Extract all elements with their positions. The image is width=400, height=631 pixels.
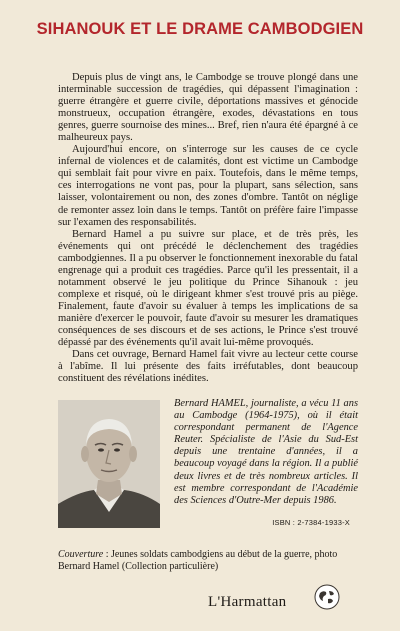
publisher-name: L'Harmattan [208,594,287,610]
author-bio-text: , journaliste, a vécu 11 ans au Cambodge (1964-1975), où il était correspondant permanent de l'Agence Reuter. Spécialiste de l'Asie du Sud-Est depuis une trentaine d'années, il a beaucoup voyagé dans la région. Il a publié deux livres et de très nombreux articles. Il est membre correspondant de l'Académie des Sciences d'Outre-Mer depuis 1986. [174,398,358,506]
blurb-paragraph-2: Aujourd'hui encore, on s'interroge sur les causes de ce cycle infernal de violences et de calamités, dont est victime un Cambodge qui semblait fait pour vivre en paix. Toutefois, dans le même temps, ces interrogations ne vont pas, pour la plupart, sans sélection, sans laisser, volontairement ou non, des zones d'ombre. Tantôt on néglige de remonter assez loin dans le temps. Tantôt on préfère faire l'impasse sur l'examen des responsabilités. [58,144,358,228]
cover-credit-text: : Jeunes soldats cambodgiens au début de la guerre, photo Bernard Hamel (Collection particulière) [58,549,338,572]
author-section [58,398,358,530]
globe-icon [314,584,340,610]
cover-credit [58,549,358,573]
blurb-paragraph-4: Dans cet ouvrage, Bernard Hamel fait vivre au lecteur cette course à l'abîme. Il lui présente des faits irréfutables, dont beaucoup constituent des révélations inédites. [58,349,358,385]
cover-credit-label: Couverture [58,549,104,560]
author-photo [58,400,160,528]
author-bio [174,398,358,507]
blurb [58,72,358,385]
isbn: ISBN : 2-7384-1933-X [272,518,350,527]
blurb-paragraph-1: Depuis plus de vingt ans, le Cambodge se trouve plongé dans une interminable succession de tragédies, qui dépassent l'imagination : guerre étrangère et guerre civile, déportations massives et génocide monstrueux, occupation étrangère, exodes, dévastations en tous genres, guerre sournoise des mines... Bref, rien n'aura été épargné à ce malheureux pays. [58,72,358,144]
blurb-paragraph-3: Bernard Hamel a pu suivre sur place, et de très près, les événements qui ont précédé le déclenchement des tragédies cambodgiennes. Il a pu observer le fonctionnement inexorable du fatal engrenage qui a produit ces tragédies. Parce qu'il les pressentait, il a notamment observé le jeu politique du Prince Sihanouk : jeu complexe et risqué, où le dirigeant khmer s'est trouvé pris au piège. Finalement, faute d'avoir su évaluer à temps les implications de sa manière d'exercer le pouvoir, faute d'avoir su mesurer les dramatiques conséquences de ses discours et de ses actions, le Prince s'est trouvé dépassé par des événements qu'il avait lui-même provoqués. [58,228,358,349]
book-title: SIHANOUK ET LE DRAME CAMBODGIEN [36,20,364,38]
author-name: Bernard HAMEL [174,398,246,409]
